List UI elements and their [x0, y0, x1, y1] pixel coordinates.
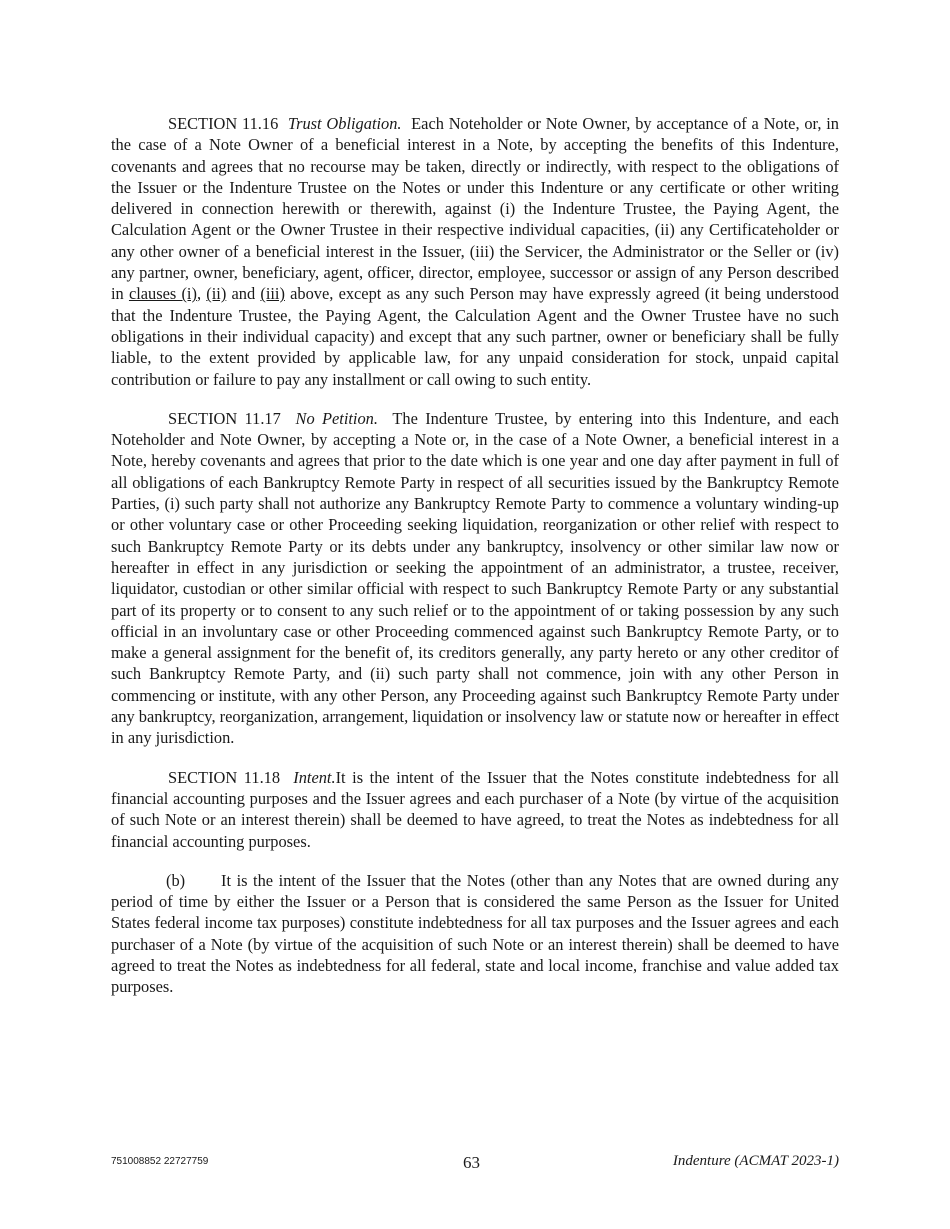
clause-i-reference: clauses (i) [128, 284, 197, 304]
section-11-16-paragraph: SECTION 11.16 Trust Obligation. Each Noteholder or Note Owner, by acceptance of a Note, or, in the case of a Note Owner of a beneficial interest in a Note, by accepting the benefits of this Indenture, covenants and agrees that no recourse may be taken, directly or indirectly, with respect to the obligations of the Issuer or the Indenture Trustee on the Notes or under this Indenture or any certificate or other writing delivered in connection herewith or therewith, against (i) the Indenture Trustee, the Paying Agent, the Calculation Agent or the Owner Trustee in their respective individual capacities, (ii) any Certificateholder or any other owner of a beneficial interest in the Issuer, (iii) the Servicer, the Administrator or the Seller or (iv) any partner, owner, beneficiary, agent, officer, director, employee, successor or assign of any Person described in clauses (i), (ii) and (iii) above, except as any such Person may have expressly agreed (it being understood that the Indenture Trustee, the Paying Agent, the Calculation Agent and the Owner Trustee have no such obligations in their individual capacity) and except that any such partner, owner or beneficiary shall be fully liable, to the extent provided by applicable law, for any unpaid consideration for stock, unpaid capital contribution or failure to pay any installment or call owing to such entity. [111, 114, 839, 389]
footer-doc-id: 751008852 22727759 [111, 1156, 209, 1167]
footer-page-number: 63 [463, 1153, 480, 1172]
clause-and-word: and [231, 284, 256, 304]
section-11-16-title: Trust Obligation. [287, 114, 402, 133]
page-footer [111, 1153, 839, 1177]
section-11-17-title: No Petition. [295, 408, 378, 428]
section-11-18-text: It is the intent of the Issuer that the Notes constitute indebtedness for all financial accounting purposes and the Issuer agrees and each purchaser of a Note (by virtue of the acquisition of such Note or an interest therein) shall be deemed to have agreed, to treat the Notes as indebtedness for all financial accounting purposes. [111, 767, 839, 851]
section-11-16-number: SECTION 11.16 [168, 114, 279, 133]
subclause-b-label: (b) [166, 870, 186, 890]
section-11-16-text-b: above, except as any such Person may have expressly agreed (it being understood that the Indenture Trustee, the Paying Agent, the Calculation Agent and the Owner Trustee have no such obligations in their individual capacity) and except that any such partner, owner or beneficiary shall be fully liable, to the extent provided by applicable law, for any unpaid consideration for stock, unpaid capital contribution or failure to pay any installment or call owing to such entity. [111, 284, 839, 389]
subclause-b-text: It is the intent of the Issuer that the Notes (other than any Notes that are owned during any period of time by either the Issuer or a Person that is considered the same Person as the Issuer for United States federal income tax purposes) constitute indebtedness for all tax purposes and the Issuer agrees and each purchaser of a Note (by virtue of the acquisition of such Note or an interest therein) shall be deemed to have agreed to treat the Notes as indebtedness for all federal, state and local income, franchise and value added tax purposes. [111, 870, 839, 997]
clause-ii-reference: (ii) [206, 284, 227, 304]
section-11-18-title: Intent. [293, 767, 336, 787]
document-body [111, 113, 839, 1016]
footer-doc-title: Indenture (ACMAT 2023-1) [672, 1153, 839, 1169]
subclause-b-paragraph [111, 870, 839, 998]
section-11-17-number: SECTION 11.17 [168, 408, 281, 428]
clause-iii-reference: (iii) [260, 284, 285, 304]
section-11-18-number: SECTION 11.18 [168, 767, 281, 787]
section-11-17-text: The Indenture Trustee, by entering into this Indenture, and each Noteholder and Note Owner, by accepting a Note or, in the case of a Note Owner, a beneficial interest in a Note, hereby covenants and agrees that prior to the date which is one year and one day after payment in full of all obligations of each Bankruptcy Remote Party in respect of all securities issued by the Bankruptcy Remote Parties, (i) such party shall not authorize any Bankruptcy Remote Party to commence a voluntary winding-up or other voluntary case or other Proceeding seeking liquidation, reorganization or other relief with respect to such Bankruptcy Remote Party or its debts under any bankruptcy, insolvency or other similar law now or hereafter in effect in any jurisdiction or seeking the appointment of an administrator, a trustee, receiver, liquidator, custodian or other similar official with respect to such Bankruptcy Remote Party or any substantial part of its property or to consent to any such relief or to the appointment of or taking possession by any such official in an involuntary case or other Proceeding commenced against such Bankruptcy Remote Party, or to make a general assignment for the benefit of, its creditors generally, any party hereto or any other creditor of such Bankruptcy Remote Party, and (ii) such party shall not commence, join with any other Person in commencing or institute, with any other Person, any Proceeding against such Bankruptcy Remote Party under any bankruptcy, reorganization, arrangement, liquidation or insolvency law or statute now or hereafter in effect in any jurisdiction. [111, 408, 839, 748]
section-11-17-paragraph [111, 408, 839, 749]
section-11-18-paragraph [111, 767, 839, 852]
section-11-16-text-a: Each Noteholder or Note Owner, by acceptance of a Note, or, in the case of a Note Owner of a beneficial interest in a Note, by accepting the benefits of this Indenture, covenants and agrees that no recourse may be taken, directly or indirectly, with respect to the obligations of the Issuer or the Indenture Trustee on the Notes or under this Indenture or any certificate or other writing delivered in connection herewith or therewith, against (i) the Indenture Trustee, the Paying Agent, the Calculation Agent or the Owner Trustee in their respective individual capacities, (ii) any Certificateholder or any other owner of a beneficial interest in the Issuer, (iii) the Servicer, the Administrator or the Seller or (iv) any partner, owner, beneficiary, agent, officer, director, employee, successor or assign of any Person described in [111, 114, 839, 304]
